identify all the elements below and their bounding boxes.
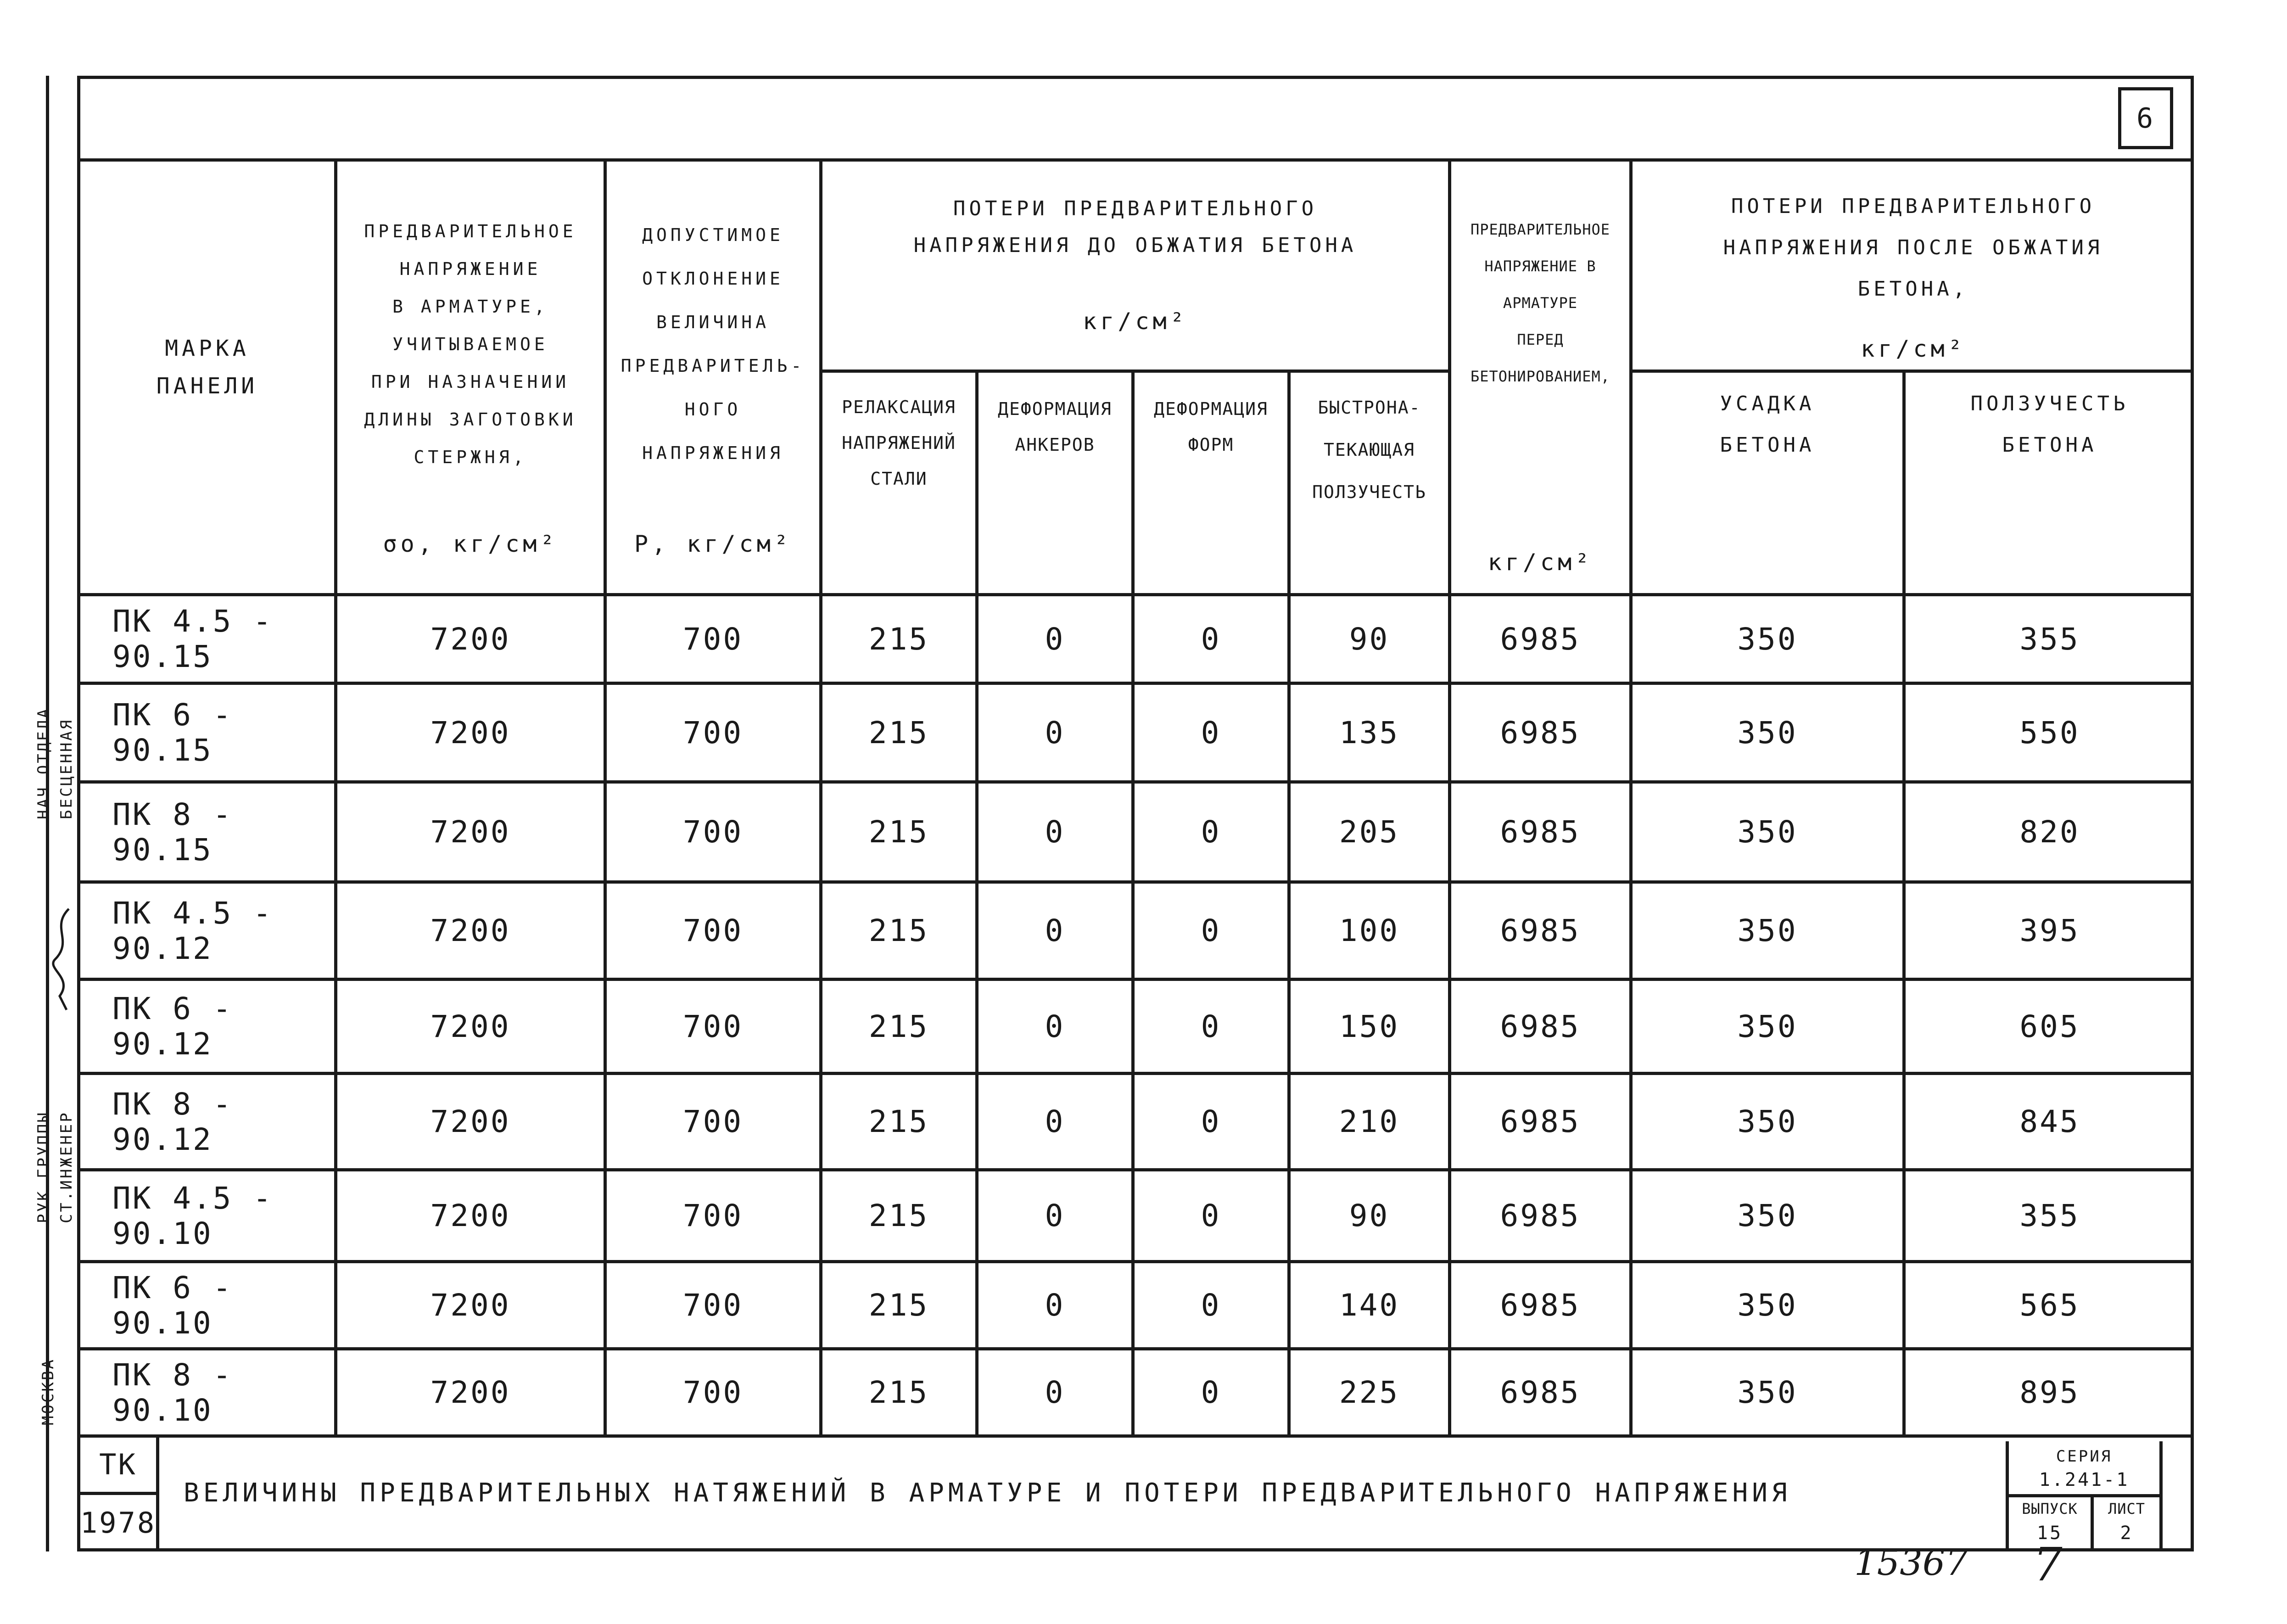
cell-creep: 565 — [2019, 1288, 2080, 1323]
header-bottom-line — [77, 593, 2194, 596]
stamp-right-edge — [2159, 1441, 2163, 1549]
cell-mark: ПК 8 - 90.15 — [112, 796, 233, 868]
cell-fast-creep: 135 — [1339, 715, 1400, 750]
header-prestress: ПРЕДВАРИТЕЛЬНОЕ НАПРЯЖЕНИЕ В АРМАТУРЕ, УЧИТЫВАЕМОЕ ПРИ НАЗНАЧЕНИИ ДЛИНЫ ЗАГОТОВКИ СТЕРЖНЯ, — [364, 221, 577, 467]
signature-stroke — [53, 909, 69, 1010]
cell-relaxation: 215 — [868, 1375, 929, 1410]
header-losses-before: ПОТЕРИ ПРЕДВАРИТЕЛЬНОГО НАПРЯЖЕНИЯ ДО ОБЖАТИЯ БЕТОНА — [913, 197, 1357, 257]
header-losses-before-unit: кг/см² — [1083, 308, 1188, 335]
header-fast-creep: БЫСТРОНА- ТЕКАЮЩАЯ ПОЛЗУЧЕСТЬ — [1312, 398, 1426, 502]
cell-mark: ПК 4.5 - 90.15 — [112, 604, 273, 674]
cell-shrinkage: 350 — [1737, 1104, 1798, 1139]
stamp-series: 1.241-1 — [2039, 1469, 2130, 1490]
cell-mark: ПК 8 - 90.10 — [112, 1357, 233, 1428]
cell-prestress: 7200 — [430, 1104, 511, 1139]
cell-anchor: 0 — [1045, 913, 1065, 948]
stamp-issue-label: ВЫПУСК — [2022, 1500, 2078, 1518]
row-line — [77, 880, 2194, 884]
cell-creep: 845 — [2019, 1104, 2080, 1139]
cell-anchor: 0 — [1045, 814, 1065, 850]
cell-shrinkage: 350 — [1737, 1375, 1798, 1410]
side-role2: РУК.ГРУППЫ — [34, 1111, 53, 1223]
cell-forms: 0 — [1201, 1198, 1221, 1233]
row-line — [77, 682, 2194, 685]
cell-mark: ПК 8 - 90.12 — [112, 1086, 233, 1157]
stamp-title: ВЕЛИЧИНЫ ПРЕДВАРИТЕЛЬНЫХ НАТЯЖЕНИЙ В АРМАТУРЕ И ПОТЕРИ ПРЕДВАРИТЕЛЬНОГО НАПРЯЖЕНИЯ — [184, 1478, 1791, 1508]
cell-anchor: 0 — [1045, 1198, 1065, 1233]
stamp-org: ТК — [99, 1447, 137, 1481]
stamp-sheet-divider — [2091, 1494, 2094, 1549]
cell-prestress: 7200 — [430, 1288, 511, 1323]
col-line — [604, 158, 607, 1437]
cell-mark: ПК 6 - 90.12 — [112, 991, 233, 1062]
cell-anchor: 0 — [1045, 1104, 1065, 1139]
row-line — [77, 1072, 2194, 1075]
cell-fast-creep: 225 — [1339, 1375, 1400, 1410]
cell-forms: 0 — [1201, 1288, 1221, 1323]
cell-forms: 0 — [1201, 715, 1221, 750]
side-name1: БЕСЦЕННАЯ — [57, 718, 76, 819]
col-line — [1629, 158, 1633, 1437]
cell-shrinkage: 350 — [1737, 1008, 1798, 1044]
cell-shrinkage: 350 — [1737, 1288, 1798, 1323]
subheader-line-right — [1629, 370, 2194, 373]
row-line — [77, 978, 2194, 981]
cell-before-concreting: 6985 — [1500, 1198, 1581, 1233]
cell-before-concreting: 6985 — [1500, 1288, 1581, 1323]
cell-creep: 355 — [2019, 1198, 2080, 1233]
col-line — [334, 158, 337, 1437]
cell-relaxation: 215 — [868, 1104, 929, 1139]
stamp-series-label: СЕРИЯ — [2056, 1447, 2113, 1466]
col-line — [1287, 370, 1291, 1437]
cell-deviation: 700 — [682, 715, 744, 750]
cell-shrinkage: 350 — [1737, 715, 1798, 750]
stamp-year: 1978 — [80, 1506, 157, 1540]
cell-forms: 0 — [1201, 1008, 1221, 1044]
row-line — [77, 780, 2194, 784]
cell-forms: 0 — [1201, 913, 1221, 948]
header-deviation-unit: P, кг/см² — [634, 531, 792, 557]
cell-shrinkage: 350 — [1737, 913, 1798, 948]
cell-deviation: 700 — [682, 621, 744, 657]
cell-mark: ПК 4.5 - 90.10 — [112, 1180, 273, 1251]
stamp-org-line — [77, 1492, 157, 1495]
header-before-concreting: ПРЕДВАРИТЕЛЬНОЕ НАПРЯЖЕНИЕ В АРМАТУРЕ ПЕРЕД БЕТОНИРОВАНИЕМ, — [1471, 221, 1610, 385]
cell-creep: 895 — [2019, 1375, 2080, 1410]
header-creep: ПОЛЗУЧЕСТЬ БЕТОНА — [1970, 392, 2129, 457]
cell-before-concreting: 6985 — [1500, 1104, 1581, 1139]
row-line — [77, 1347, 2194, 1350]
cell-forms: 0 — [1201, 621, 1221, 657]
side-city: МОСКВА — [39, 1358, 57, 1425]
cell-prestress: 7200 — [430, 1198, 511, 1233]
cell-creep: 605 — [2019, 1008, 2080, 1044]
header-anchor-deformation: ДЕФОРМАЦИЯ АНКЕРОВ — [998, 399, 1112, 455]
header-relaxation: РЕЛАКСАЦИЯ НАПРЯЖЕНИЙ СТАЛИ — [842, 397, 956, 489]
cell-prestress: 7200 — [430, 1008, 511, 1044]
col-line — [1448, 158, 1451, 1437]
stamp-issue: 15 — [2036, 1523, 2063, 1544]
header-losses-after: ПОТЕРИ ПРЕДВАРИТЕЛЬНОГО НАПРЯЖЕНИЯ ПОСЛЕ ОБЖАТИЯ БЕТОНА, — [1723, 195, 2103, 301]
cell-fast-creep: 90 — [1349, 1198, 1390, 1233]
cell-deviation: 700 — [682, 814, 744, 850]
cell-before-concreting: 6985 — [1500, 1008, 1581, 1044]
cell-shrinkage: 350 — [1737, 621, 1798, 657]
col-line — [819, 158, 822, 1437]
cell-forms: 0 — [1201, 1104, 1221, 1139]
cell-deviation: 700 — [682, 1288, 744, 1323]
cell-anchor: 0 — [1045, 715, 1065, 750]
header-form-deformation: ДЕФОРМАЦИЯ ФОРМ — [1154, 399, 1268, 455]
header-prestress-unit: σо, кг/см² — [383, 531, 558, 557]
cell-fast-creep: 150 — [1339, 1008, 1400, 1044]
cell-deviation: 700 — [682, 1375, 744, 1410]
cell-anchor: 0 — [1045, 1375, 1065, 1410]
cell-creep: 355 — [2019, 621, 2080, 657]
cell-mark: ПК 6 - 90.15 — [112, 697, 233, 768]
cell-prestress: 7200 — [430, 913, 511, 948]
row-line — [77, 1260, 2194, 1263]
cell-creep: 395 — [2019, 913, 2080, 948]
cell-creep: 550 — [2019, 715, 2080, 750]
row-line — [77, 1168, 2194, 1171]
stamp-sheet: 2 — [2120, 1523, 2133, 1544]
side-role1: НАЧ.ОТДЕЛА — [34, 707, 53, 819]
cell-shrinkage: 350 — [1737, 1198, 1798, 1233]
cell-relaxation: 215 — [868, 1288, 929, 1323]
col-line — [1131, 370, 1135, 1437]
header-deviation: ДОПУСТИМОЕ ОТКЛОНЕНИЕ ВЕЛИЧИНА ПРЕДВАРИТЕЛЬ- НОГО НАПРЯЖЕНИЯ — [621, 225, 805, 463]
cell-deviation: 700 — [682, 1008, 744, 1044]
cell-fast-creep: 100 — [1339, 913, 1400, 948]
cell-deviation: 700 — [682, 913, 744, 948]
cell-relaxation: 215 — [868, 621, 929, 657]
cell-prestress: 7200 — [430, 814, 511, 850]
cell-forms: 0 — [1201, 1375, 1221, 1410]
cell-mark: ПК 6 - 90.10 — [112, 1270, 233, 1341]
cell-relaxation: 215 — [868, 814, 929, 850]
cell-shrinkage: 350 — [1737, 814, 1798, 850]
cell-relaxation: 215 — [868, 1198, 929, 1233]
cell-before-concreting: 6985 — [1500, 621, 1581, 657]
stamp-series-line — [2006, 1494, 2162, 1497]
header-shrinkage: УСАДКА БЕТОНА — [1720, 392, 1815, 457]
cell-deviation: 700 — [682, 1198, 744, 1233]
cell-deviation: 700 — [682, 1104, 744, 1139]
cell-relaxation: 215 — [868, 913, 929, 948]
cell-forms: 0 — [1201, 814, 1221, 850]
cell-before-concreting: 6985 — [1500, 814, 1581, 850]
side-role3: СТ.ИНЖЕНЕР — [57, 1111, 76, 1223]
cell-anchor: 0 — [1045, 621, 1065, 657]
cell-fast-creep: 90 — [1349, 621, 1390, 657]
side-signature — [41, 904, 83, 1014]
cell-mark: ПК 4.5 - 90.12 — [112, 895, 273, 966]
cell-before-concreting: 6985 — [1500, 1375, 1581, 1410]
archive-number: 15367 — [1854, 1542, 1968, 1584]
page-number: 7 — [2033, 1538, 2063, 1591]
cell-relaxation: 215 — [868, 715, 929, 750]
header-losses-after-unit: кг/см² — [1861, 336, 1966, 362]
cell-fast-creep: 210 — [1339, 1104, 1400, 1139]
cell-prestress: 7200 — [430, 715, 511, 750]
cell-anchor: 0 — [1045, 1008, 1065, 1044]
table-top-line — [77, 158, 2194, 162]
cell-anchor: 0 — [1045, 1288, 1065, 1323]
header-mark: МАРКА ПАНЕЛИ — [156, 336, 258, 399]
cell-fast-creep: 205 — [1339, 814, 1400, 850]
header-before-concreting-unit: кг/см² — [1487, 549, 1593, 576]
col-line — [1902, 370, 1906, 1437]
cell-prestress: 7200 — [430, 1375, 511, 1410]
cell-fast-creep: 140 — [1339, 1288, 1400, 1323]
corner-label: 6 — [2136, 102, 2155, 134]
col-line — [975, 370, 979, 1437]
cell-before-concreting: 6985 — [1500, 913, 1581, 948]
stamp-sheet-label: ЛИСТ — [2108, 1500, 2146, 1518]
cell-creep: 820 — [2019, 814, 2080, 850]
cell-relaxation: 215 — [868, 1008, 929, 1044]
cell-prestress: 7200 — [430, 621, 511, 657]
cell-before-concreting: 6985 — [1500, 715, 1581, 750]
